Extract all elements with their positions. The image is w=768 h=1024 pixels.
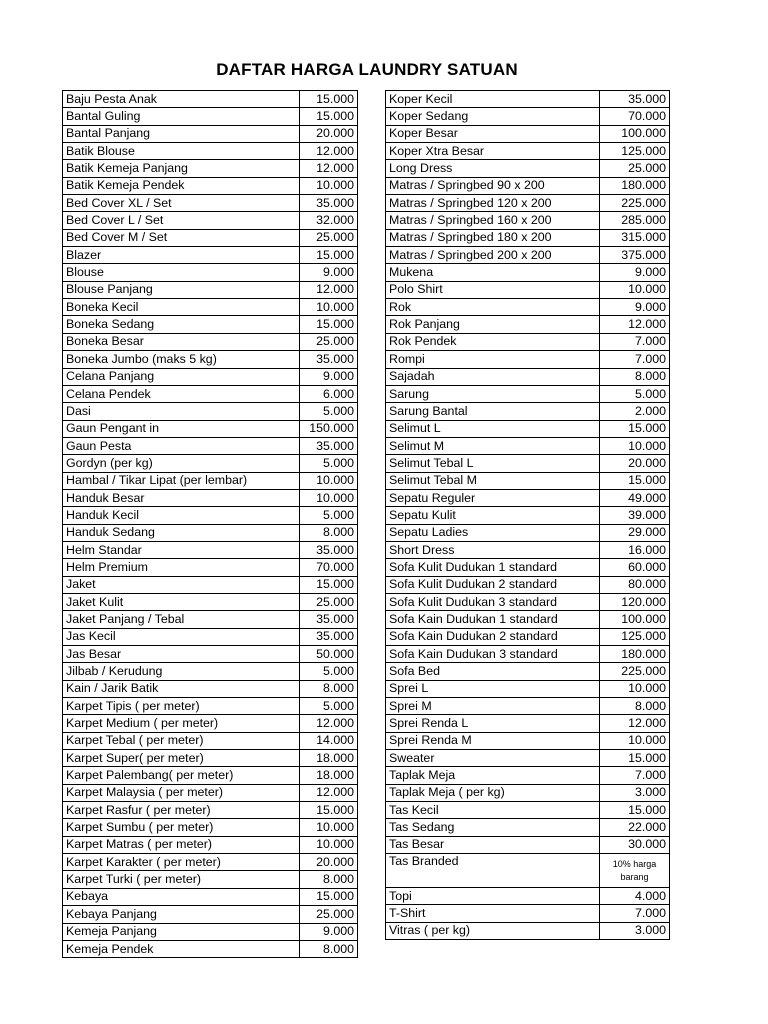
table-row [63, 628, 358, 645]
table-row [386, 888, 670, 905]
item-price: 4.000 [600, 888, 670, 905]
table-row [386, 663, 670, 680]
item-name: Baju Pesta Anak [63, 91, 300, 108]
item-price: 25.000 [300, 593, 358, 610]
item-price: 80.000 [600, 576, 670, 593]
table-row [63, 767, 358, 784]
item-price: 30.000 [600, 836, 670, 853]
table-row [63, 368, 358, 385]
item-name: Sprei L [386, 680, 600, 697]
item-name: Kebaya Panjang [63, 906, 300, 923]
item-price: 12.000 [300, 784, 358, 801]
item-name: Batik Kemeja Pendek [63, 177, 300, 194]
item-name: Koper Xtra Besar [386, 143, 600, 160]
item-price: 2.000 [600, 403, 670, 420]
item-price: 12.000 [300, 143, 358, 160]
item-name: Karpet Turki ( per meter) [63, 871, 300, 888]
item-name: Boneka Kecil [63, 299, 300, 316]
item-name: Batik Kemeja Panjang [63, 160, 300, 177]
table-row [386, 732, 670, 749]
item-price: 10.000 [300, 489, 358, 506]
item-price: 70.000 [300, 559, 358, 576]
item-name: Hambal / Tikar Lipat (per lembar) [63, 472, 300, 489]
item-price: 8.000 [300, 940, 358, 957]
item-name: Vitras ( per kg) [386, 922, 600, 939]
item-name: Bed Cover XL / Set [63, 195, 300, 212]
item-name: Sepatu Ladies [386, 524, 600, 541]
item-price: 3.000 [600, 784, 670, 801]
item-name: Handuk Sedang [63, 524, 300, 541]
table-row [386, 264, 670, 281]
item-name: Rok Panjang [386, 316, 600, 333]
item-name: Karpet Sumbu ( per meter) [63, 819, 300, 836]
item-name: Sofa Kain Dudukan 1 standard [386, 611, 600, 628]
item-name: Jas Kecil [63, 628, 300, 645]
table-row [63, 802, 358, 819]
item-name: Mukena [386, 264, 600, 281]
item-name: Sofa Kulit Dudukan 3 standard [386, 593, 600, 610]
item-price: 60.000 [600, 559, 670, 576]
item-price: 180.000 [600, 646, 670, 663]
item-price: 15.000 [600, 472, 670, 489]
item-name: Jaket Panjang / Tebal [63, 611, 300, 628]
table-row [386, 541, 670, 558]
table-row [386, 576, 670, 593]
item-name: Kebaya [63, 888, 300, 905]
table-row [63, 524, 358, 541]
item-price: 8.000 [300, 524, 358, 541]
table-row [63, 923, 358, 940]
item-name: Sepatu Reguler [386, 489, 600, 506]
item-price: 315.000 [600, 229, 670, 246]
table-row [63, 455, 358, 472]
table-row [386, 750, 670, 767]
table-row [386, 229, 670, 246]
item-price: 10.000 [600, 680, 670, 697]
item-name: Rok [386, 299, 600, 316]
item-name: Jaket Kulit [63, 593, 300, 610]
table-row [63, 351, 358, 368]
table-row [63, 576, 358, 593]
item-price: 22.000 [600, 819, 670, 836]
item-name: Tas Besar [386, 836, 600, 853]
item-name: Sofa Kulit Dudukan 2 standard [386, 576, 600, 593]
item-price: 29.000 [600, 524, 670, 541]
table-row [63, 472, 358, 489]
table-row [386, 212, 670, 229]
item-price: 8.000 [600, 368, 670, 385]
item-price: 15.000 [600, 750, 670, 767]
table-row [386, 351, 670, 368]
table-row [63, 698, 358, 715]
table-row [386, 403, 670, 420]
item-price: 8.000 [300, 680, 358, 697]
table-row [63, 212, 358, 229]
item-name: Selimut M [386, 437, 600, 454]
item-price: 9.000 [600, 299, 670, 316]
item-price: 9.000 [600, 264, 670, 281]
item-price: 35.000 [300, 351, 358, 368]
table-row [386, 905, 670, 922]
item-price: 7.000 [600, 333, 670, 350]
item-name: Bed Cover L / Set [63, 212, 300, 229]
item-name: Blouse Panjang [63, 281, 300, 298]
item-price: 25.000 [300, 333, 358, 350]
table-row [386, 593, 670, 610]
item-name: Koper Besar [386, 125, 600, 142]
item-name: Sarung Bantal [386, 403, 600, 420]
item-price: 10.000 [300, 472, 358, 489]
item-price: 15.000 [300, 316, 358, 333]
table-row [63, 680, 358, 697]
table-row [386, 646, 670, 663]
item-name: Bantal Panjang [63, 125, 300, 142]
table-row [63, 888, 358, 905]
item-price: 9.000 [300, 923, 358, 940]
table-row [386, 385, 670, 402]
item-price: 125.000 [600, 628, 670, 645]
item-price: 5.000 [600, 385, 670, 402]
table-row [386, 802, 670, 819]
table-row [63, 299, 358, 316]
table-row [63, 871, 358, 888]
item-price: 35.000 [300, 628, 358, 645]
item-price: 35.000 [300, 541, 358, 558]
item-price: 15.000 [300, 888, 358, 905]
table-row [386, 160, 670, 177]
item-price: 5.000 [300, 698, 358, 715]
item-price: 5.000 [300, 663, 358, 680]
item-name: Blazer [63, 247, 300, 264]
item-name: Matras / Springbed 180 x 200 [386, 229, 600, 246]
item-name: Jilbab / Kerudung [63, 663, 300, 680]
item-price: 15.000 [300, 576, 358, 593]
item-price: 16.000 [600, 541, 670, 558]
item-price: 50.000 [300, 646, 358, 663]
item-name: Karpet Matras ( per meter) [63, 836, 300, 853]
item-name: Koper Sedang [386, 108, 600, 125]
item-name: Jas Besar [63, 646, 300, 663]
item-name: Karpet Rasfur ( per meter) [63, 802, 300, 819]
item-price: 3.000 [600, 922, 670, 939]
table-row [386, 125, 670, 142]
item-name: Topi [386, 888, 600, 905]
table-row [63, 108, 358, 125]
item-name: Karpet Karakter ( per meter) [63, 854, 300, 871]
item-name: Matras / Springbed 160 x 200 [386, 212, 600, 229]
table-row [386, 559, 670, 576]
item-name: Sepatu Kulit [386, 507, 600, 524]
table-row [386, 922, 670, 939]
item-price: 12.000 [300, 160, 358, 177]
table-row [63, 91, 358, 108]
item-price: 7.000 [600, 767, 670, 784]
table-row [386, 715, 670, 732]
item-name: Sprei Renda L [386, 715, 600, 732]
item-price: 375.000 [600, 247, 670, 264]
table-row [386, 108, 670, 125]
item-price: 180.000 [600, 177, 670, 194]
table-row [386, 836, 670, 853]
table-row [63, 177, 358, 194]
item-price-note: 10% harga barang [600, 854, 670, 888]
item-name: Koper Kecil [386, 91, 600, 108]
item-price: 7.000 [600, 351, 670, 368]
item-name: Matras / Springbed 200 x 200 [386, 247, 600, 264]
table-row [63, 854, 358, 871]
price-table-right [385, 90, 670, 940]
item-price: 100.000 [600, 611, 670, 628]
item-name: Short Dress [386, 541, 600, 558]
table-row [63, 507, 358, 524]
item-price: 10.000 [600, 437, 670, 454]
item-price: 150.000 [300, 420, 358, 437]
table-row [386, 247, 670, 264]
item-price: 120.000 [600, 593, 670, 610]
table-row [386, 767, 670, 784]
item-price: 35.000 [300, 195, 358, 212]
item-price: 49.000 [600, 489, 670, 506]
table-row [63, 316, 358, 333]
item-price: 39.000 [600, 507, 670, 524]
item-name: Sprei Renda M [386, 732, 600, 749]
item-price: 12.000 [300, 715, 358, 732]
table-row [386, 698, 670, 715]
table-row [63, 732, 358, 749]
table-row [63, 784, 358, 801]
table-row [63, 489, 358, 506]
item-price: 20.000 [300, 125, 358, 142]
item-price: 10.000 [600, 732, 670, 749]
item-name: Selimut L [386, 420, 600, 437]
item-name: Sofa Kain Dudukan 3 standard [386, 646, 600, 663]
table-row [63, 437, 358, 454]
item-name: Rok Pendek [386, 333, 600, 350]
item-name: Karpet Tipis ( per meter) [63, 698, 300, 715]
item-price: 32.000 [300, 212, 358, 229]
item-price: 20.000 [600, 455, 670, 472]
table-row [63, 143, 358, 160]
item-price: 35.000 [600, 91, 670, 108]
item-price: 125.000 [600, 143, 670, 160]
item-name: Sajadah [386, 368, 600, 385]
item-name: Kemeja Pendek [63, 940, 300, 957]
item-name: Sofa Kain Dudukan 2 standard [386, 628, 600, 645]
item-price: 15.000 [600, 420, 670, 437]
item-name: Handuk Kecil [63, 507, 300, 524]
item-price: 20.000 [300, 854, 358, 871]
table-row [386, 299, 670, 316]
item-name: Sofa Bed [386, 663, 600, 680]
item-name: Selimut Tebal M [386, 472, 600, 489]
table-row [386, 281, 670, 298]
item-name: Taplak Meja [386, 767, 600, 784]
item-name: Selimut Tebal L [386, 455, 600, 472]
item-name: Bantal Guling [63, 108, 300, 125]
item-price: 8.000 [600, 698, 670, 715]
table-row [63, 559, 358, 576]
item-price: 12.000 [600, 316, 670, 333]
item-name: Boneka Jumbo (maks 5 kg) [63, 351, 300, 368]
table-row [63, 420, 358, 437]
table-row [63, 906, 358, 923]
table-row [386, 524, 670, 541]
table-row [386, 472, 670, 489]
item-price: 285.000 [600, 212, 670, 229]
item-name: Karpet Super( per meter) [63, 750, 300, 767]
table-row [386, 680, 670, 697]
item-price: 10.000 [300, 299, 358, 316]
item-price: 14.000 [300, 732, 358, 749]
table-row [386, 177, 670, 194]
item-name: Karpet Medium ( per meter) [63, 715, 300, 732]
item-price: 10.000 [300, 177, 358, 194]
table-row [386, 489, 670, 506]
item-name: Boneka Sedang [63, 316, 300, 333]
table-row [63, 819, 358, 836]
item-name: Dasi [63, 403, 300, 420]
item-price: 35.000 [300, 611, 358, 628]
table-row [386, 368, 670, 385]
item-price: 18.000 [300, 767, 358, 784]
item-name: Bed Cover M / Set [63, 229, 300, 246]
item-price: 10.000 [300, 836, 358, 853]
table-row [63, 247, 358, 264]
item-price: 5.000 [300, 507, 358, 524]
table-row [63, 125, 358, 142]
table-row [386, 611, 670, 628]
item-name: Batik Blouse [63, 143, 300, 160]
item-name: Karpet Malaysia ( per meter) [63, 784, 300, 801]
item-name: Jaket [63, 576, 300, 593]
item-name: Helm Standar [63, 541, 300, 558]
table-row [386, 195, 670, 212]
item-name: Sweater [386, 750, 600, 767]
item-price: 15.000 [300, 91, 358, 108]
item-name: Helm Premium [63, 559, 300, 576]
item-price: 225.000 [600, 663, 670, 680]
item-price: 15.000 [600, 802, 670, 819]
item-price: 15.000 [300, 802, 358, 819]
item-name: Karpet Palembang( per meter) [63, 767, 300, 784]
item-name: Tas Branded [386, 854, 600, 888]
item-name: Kemeja Panjang [63, 923, 300, 940]
item-price: 9.000 [300, 264, 358, 281]
table-row [63, 264, 358, 281]
item-price: 35.000 [300, 437, 358, 454]
table-row [386, 784, 670, 801]
item-name: Karpet Tebal ( per meter) [63, 732, 300, 749]
item-name: Celana Pendek [63, 385, 300, 402]
table-row [63, 750, 358, 767]
item-price: 15.000 [300, 247, 358, 264]
item-name: Celana Panjang [63, 368, 300, 385]
item-name: Matras / Springbed 90 x 200 [386, 177, 600, 194]
item-price: 8.000 [300, 871, 358, 888]
item-price: 100.000 [600, 125, 670, 142]
item-price: 6.000 [300, 385, 358, 402]
table-row [63, 160, 358, 177]
table-row [386, 91, 670, 108]
item-name: Polo Shirt [386, 281, 600, 298]
item-name: Matras / Springbed 120 x 200 [386, 195, 600, 212]
table-row [386, 507, 670, 524]
table-row [63, 611, 358, 628]
table-row [386, 316, 670, 333]
item-price: 25.000 [300, 906, 358, 923]
table-row [63, 385, 358, 402]
page-title: DAFTAR HARGA LAUNDRY SATUAN [216, 60, 518, 79]
item-name: Gordyn (per kg) [63, 455, 300, 472]
item-price: 25.000 [600, 160, 670, 177]
table-row [63, 403, 358, 420]
item-price: 12.000 [600, 715, 670, 732]
table-row [63, 715, 358, 732]
table-row [63, 281, 358, 298]
table-row [63, 646, 358, 663]
item-price: 12.000 [300, 281, 358, 298]
item-price: 5.000 [300, 455, 358, 472]
item-price: 10.000 [300, 819, 358, 836]
table-row [63, 541, 358, 558]
item-name: Handuk Besar [63, 489, 300, 506]
item-name: T-Shirt [386, 905, 600, 922]
table-row [63, 195, 358, 212]
table-row [386, 455, 670, 472]
table-row [386, 819, 670, 836]
item-price: 7.000 [600, 905, 670, 922]
item-price: 15.000 [300, 108, 358, 125]
table-row [386, 143, 670, 160]
item-name: Kain / Jarik Batik [63, 680, 300, 697]
item-name: Sprei M [386, 698, 600, 715]
item-price: 225.000 [600, 195, 670, 212]
table-row [386, 437, 670, 454]
item-name: Taplak Meja ( per kg) [386, 784, 600, 801]
item-name: Rompi [386, 351, 600, 368]
table-row [386, 333, 670, 350]
item-name: Boneka Besar [63, 333, 300, 350]
table-row [63, 593, 358, 610]
item-name: Long Dress [386, 160, 600, 177]
item-name: Gaun Pengant in [63, 420, 300, 437]
table-row [386, 420, 670, 437]
table-row [63, 940, 358, 957]
table-row [386, 854, 670, 888]
item-name: Tas Sedang [386, 819, 600, 836]
item-price: 10.000 [600, 281, 670, 298]
item-price: 70.000 [600, 108, 670, 125]
item-price: 25.000 [300, 229, 358, 246]
item-name: Tas Kecil [386, 802, 600, 819]
item-price: 9.000 [300, 368, 358, 385]
item-name: Blouse [63, 264, 300, 281]
table-row [63, 663, 358, 680]
item-name: Sarung [386, 385, 600, 402]
item-name: Sofa Kulit Dudukan 1 standard [386, 559, 600, 576]
table-row [63, 836, 358, 853]
table-row [386, 628, 670, 645]
table-row [63, 333, 358, 350]
price-table-left [62, 90, 358, 958]
table-row [63, 229, 358, 246]
item-name: Gaun Pesta [63, 437, 300, 454]
item-price: 5.000 [300, 403, 358, 420]
item-price: 18.000 [300, 750, 358, 767]
